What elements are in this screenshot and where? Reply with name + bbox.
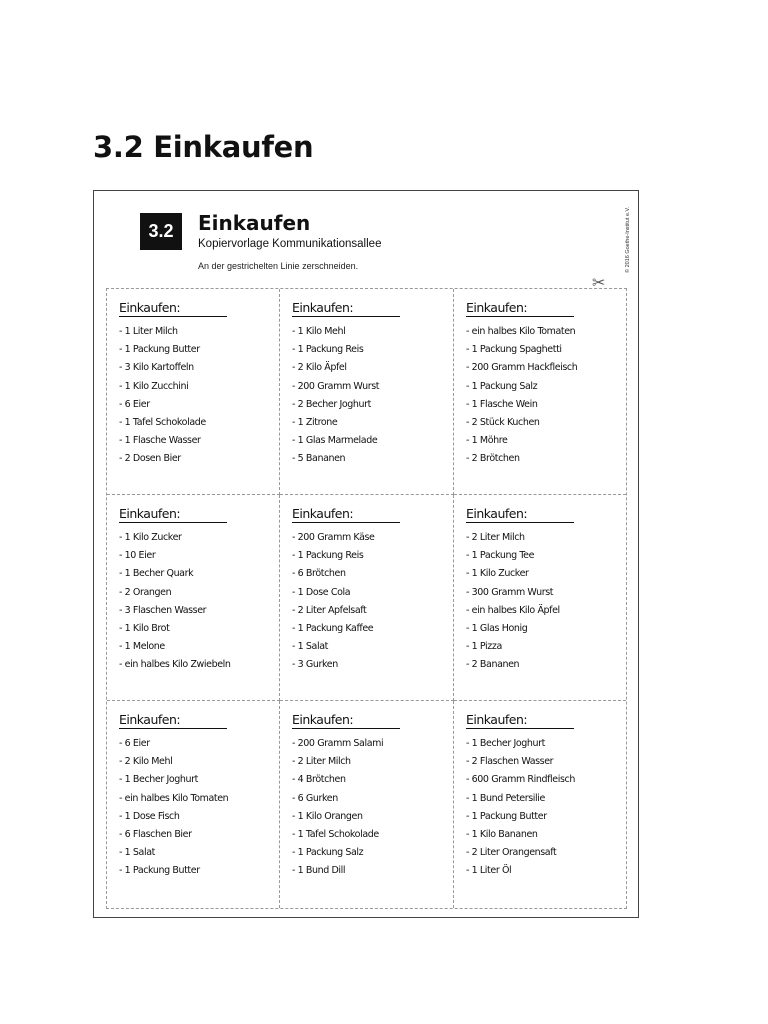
list-item: - 1 Zitrone bbox=[292, 417, 338, 429]
list-item: - 1 Packung Salz bbox=[466, 380, 538, 392]
list-item: - 1 Flasche Wasser bbox=[119, 435, 201, 447]
shopping-card bbox=[280, 289, 454, 495]
list-item: - ein halbes Kilo Äpfel bbox=[466, 604, 560, 616]
list-item: - 200 Gramm Wurst bbox=[292, 380, 380, 392]
list-item: - 6 Eier bbox=[119, 738, 150, 749]
list-item: - 1 Kilo Orangen bbox=[292, 810, 363, 822]
list-item: - 1 Becher Joghurt bbox=[119, 774, 199, 786]
shopping-card bbox=[107, 289, 280, 495]
list-item: - 2 Liter Milch bbox=[292, 756, 351, 768]
list-item: - 3 Kilo Kartoffeln bbox=[119, 362, 194, 374]
list-item: - 1 Tafel Schokolade bbox=[119, 417, 206, 429]
list-item: - 1 Packung Salz bbox=[292, 847, 364, 859]
card-title: Einkaufen: bbox=[466, 506, 528, 521]
list-item: - 1 Möhre bbox=[466, 435, 508, 447]
list-item: - 5 Bananen bbox=[292, 453, 346, 465]
card-title: Einkaufen: bbox=[292, 300, 354, 315]
list-item: - 2 Kilo Mehl bbox=[119, 756, 173, 768]
card-title: Einkaufen: bbox=[119, 712, 181, 727]
list-item: - 1 Liter Milch bbox=[119, 326, 178, 337]
card-title: Einkaufen: bbox=[292, 712, 354, 727]
list-item: - 3 Gurken bbox=[292, 659, 338, 671]
list-item: - 1 Kilo Mehl bbox=[292, 326, 346, 337]
list-item: - 1 Salat bbox=[292, 641, 328, 653]
list-item: - 1 Kilo Brot bbox=[119, 623, 170, 635]
list-item: - 1 Kilo Bananen bbox=[466, 829, 538, 841]
list-item: - 10 Eier bbox=[119, 550, 156, 562]
list-item: - 1 Tafel Schokolade bbox=[292, 829, 379, 841]
shopping-card-grid bbox=[106, 288, 627, 909]
list-item: - 1 Pizza bbox=[466, 641, 502, 653]
list-item: - 1 Kilo Zucker bbox=[119, 532, 182, 543]
list-item: - 2 Flaschen Wasser bbox=[466, 756, 554, 768]
list-item: - 1 Salat bbox=[119, 847, 155, 859]
list-item: - ein halbes Kilo Tomaten bbox=[119, 792, 229, 804]
list-item: - 1 Kilo Zucchini bbox=[119, 380, 189, 392]
worksheet bbox=[93, 190, 639, 918]
copyright-note: © 2016 Goethe-Institut e.V. bbox=[625, 206, 631, 273]
page-title: 3.2 Einkaufen bbox=[93, 130, 314, 164]
shopping-card bbox=[454, 701, 626, 908]
list-item: - 1 Packung Spaghetti bbox=[466, 344, 562, 356]
list-item: - 4 Brötchen bbox=[292, 774, 346, 786]
list-item: - 200 Gramm Käse bbox=[292, 532, 375, 543]
card-title: Einkaufen: bbox=[466, 300, 528, 315]
list-item: - 1 Packung Kaffee bbox=[292, 623, 374, 635]
list-item: - 1 Dose Fisch bbox=[119, 810, 180, 822]
list-item: - 2 Becher Joghurt bbox=[292, 398, 372, 410]
list-item: - 2 Liter Apfelsaft bbox=[292, 604, 367, 616]
list-item: - 2 Dosen Bier bbox=[119, 453, 181, 465]
worksheet-subtitle: Kopiervorlage Kommunikationsallee bbox=[198, 238, 382, 250]
list-item: - 1 Bund Dill bbox=[292, 865, 346, 877]
list-item: - 2 Orangen bbox=[119, 586, 172, 598]
list-item: - 1 Becher Quark bbox=[119, 568, 194, 580]
scissors-icon: ✂ bbox=[592, 275, 606, 292]
list-item: - 6 Eier bbox=[119, 398, 150, 410]
list-item: - 600 Gramm Rindfleisch bbox=[466, 774, 575, 786]
list-item: - 1 Flasche Wein bbox=[466, 398, 538, 410]
list-item: - 1 Glas Honig bbox=[466, 623, 528, 635]
list-item: - 300 Gramm Wurst bbox=[466, 586, 554, 598]
list-item: - 2 Liter Orangensaft bbox=[466, 847, 557, 859]
shopping-card bbox=[280, 495, 454, 701]
list-item: - 2 Kilo Äpfel bbox=[292, 362, 347, 374]
shopping-card bbox=[454, 495, 626, 701]
card-title: Einkaufen: bbox=[119, 506, 181, 521]
section-badge: 3.2 bbox=[140, 213, 182, 250]
list-item: - 1 Kilo Zucker bbox=[466, 568, 529, 580]
shopping-card bbox=[107, 701, 280, 908]
list-item: - 1 Packung Butter bbox=[466, 810, 547, 822]
list-item: - 1 Packung Butter bbox=[119, 865, 200, 877]
list-item: - 2 Stück Kuchen bbox=[466, 417, 540, 429]
list-item: - 1 Packung Reis bbox=[292, 550, 364, 562]
list-item: - 1 Glas Marmelade bbox=[292, 435, 378, 447]
list-item: - 1 Melone bbox=[119, 641, 165, 653]
list-item: - 3 Flaschen Wasser bbox=[119, 604, 207, 616]
worksheet-title: Einkaufen bbox=[198, 211, 311, 235]
list-item: - 6 Gurken bbox=[292, 792, 338, 804]
list-item: - 1 Liter Öl bbox=[466, 865, 512, 877]
card-title: Einkaufen: bbox=[466, 712, 528, 727]
list-item: - 1 Packung Butter bbox=[119, 344, 200, 356]
card-title: Einkaufen: bbox=[292, 506, 354, 521]
cut-instruction: An der gestrichelten Linie zerschneiden. bbox=[198, 261, 359, 271]
list-item: - ein halbes Kilo Zwiebeln bbox=[119, 659, 231, 671]
list-item: - 2 Liter Milch bbox=[466, 532, 525, 543]
list-item: - 6 Flaschen Bier bbox=[119, 829, 192, 841]
list-item: - 1 Becher Joghurt bbox=[466, 738, 546, 749]
list-item: - 200 Gramm Salami bbox=[292, 738, 384, 749]
list-item: - 1 Packung Reis bbox=[292, 344, 364, 356]
shopping-card bbox=[280, 701, 454, 908]
list-item: - 1 Dose Cola bbox=[292, 586, 351, 598]
list-item: - 6 Brötchen bbox=[292, 568, 346, 580]
list-item: - 1 Packung Tee bbox=[466, 550, 535, 562]
list-item: - ein halbes Kilo Tomaten bbox=[466, 326, 576, 337]
shopping-card bbox=[454, 289, 626, 495]
list-item: - 2 Bananen bbox=[466, 659, 520, 671]
list-item: - 2 Brötchen bbox=[466, 453, 520, 465]
list-item: - 200 Gramm Hackfleisch bbox=[466, 362, 578, 374]
shopping-card bbox=[107, 495, 280, 701]
card-title: Einkaufen: bbox=[119, 300, 181, 315]
list-item: - 1 Bund Petersilie bbox=[466, 792, 545, 804]
